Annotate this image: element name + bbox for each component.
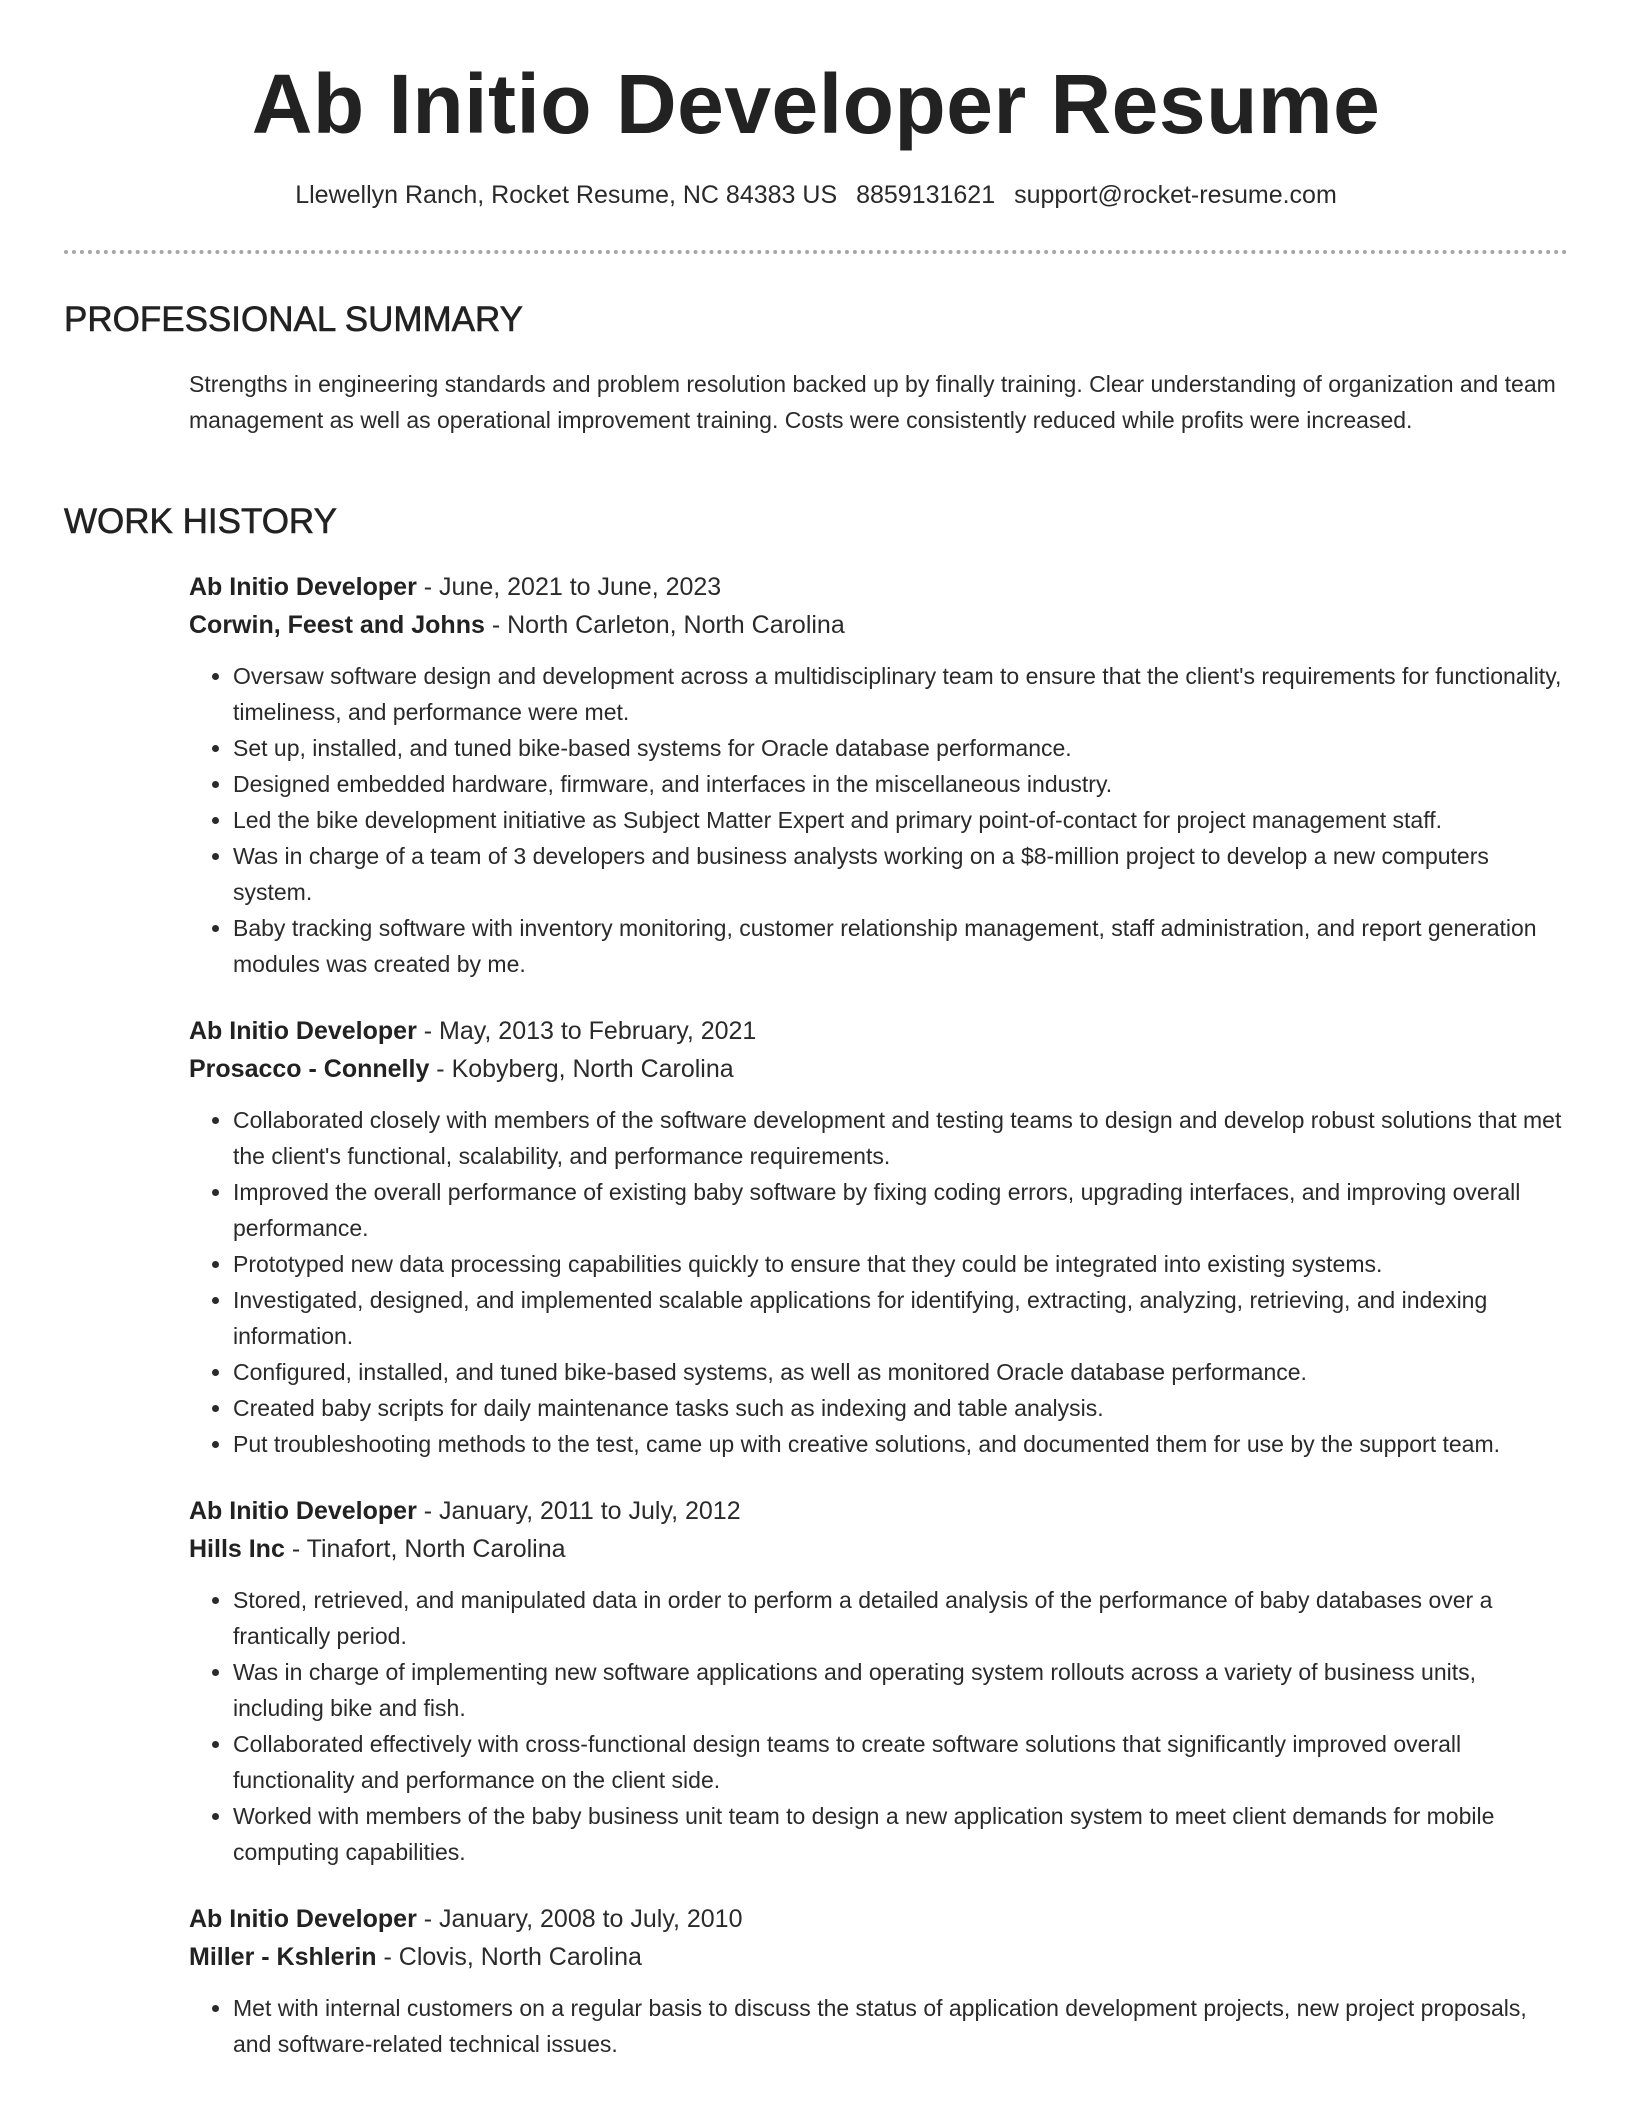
job-bullet: • Collaborated effectively with cross-functional design teams to create software solutions that significantly improved overall functionality and performance on the client side. [233,1726,1569,1798]
job-bullet: • Oversaw software design and development across a multidisciplinary team to ensure that the client's requirements for functionality, timeliness, and performance were met. [233,658,1569,730]
summary-text: Strengths in engineering standards and problem resolution backed up by finally training. Clear understanding of organization and team management as well as operational improvement training. Costs were consistently reduced while profits were increased. [189,371,1556,433]
job-bullet: • Worked with members of the baby business unit team to design a new application system to meet client demands for mobile computing capabilities. [233,1798,1569,1870]
job-entry [189,568,1569,982]
job-dates: - January, 2008 to July, 2010 [416,1905,743,1933]
job-bullets [189,1582,1569,1870]
job-entry [189,1492,1569,1870]
job-role-line [189,1012,1569,1050]
job-dates: - June, 2021 to June, 2023 [416,573,722,601]
job-bullet: • Improved the overall performance of existing baby software by fixing coding errors, upgrading interfaces, and improving overall performance. [233,1174,1569,1246]
job-location: - North Carleton, North Carolina [484,611,845,639]
summary-heading: PROFESSIONAL SUMMARY [64,300,523,339]
job-company-line [189,1050,1569,1088]
job-bullet: • Was in charge of a team of 3 developers and business analysts working on a $8-million project to develop a new computers system. [233,838,1569,910]
job-location: - Clovis, North Carolina [376,1943,642,1971]
contact-email: support@rocket-resume.com [1014,181,1337,209]
job-company: Corwin, Feest and Johns [189,611,485,639]
job-bullet: • Investigated, designed, and implemented scalable applications for identifying, extracting, analyzing, retrieving, and indexing information. [233,1282,1569,1354]
job-dates: - May, 2013 to February, 2021 [416,1017,757,1045]
resume-header [0,0,1632,212]
job-company: Hills Inc [189,1535,285,1563]
job-bullet: • Met with internal customers on a regular basis to discuss the status of application development projects, new project proposals, and software-related technical issues. [233,1990,1569,2062]
job-bullet: • Was in charge of implementing new software applications and operating system rollouts across a variety of business units, including bike and fish. [233,1654,1569,1726]
job-company-line [189,1530,1569,1568]
job-company: Miller - Kshlerin [189,1943,377,1971]
job-role-line [189,568,1569,606]
job-role: Ab Initio Developer [189,573,417,601]
job-bullet: • Collaborated closely with members of the software development and testing teams to design and develop robust solutions that met the client's functional, scalability, and performance requirements. [233,1102,1569,1174]
contact-phone: 8859131621 [856,181,996,209]
job-role: Ab Initio Developer [189,1497,417,1525]
job-bullet: • Baby tracking software with inventory monitoring, customer relationship management, staff administration, and report generation modules was created by me. [233,910,1569,982]
work-history-list [189,568,1569,2092]
job-role: Ab Initio Developer [189,1017,417,1045]
job-company-line [189,606,1569,644]
job-bullets [189,658,1569,982]
job-company-line [189,1938,1569,1976]
job-bullet: • Led the bike development initiative as Subject Matter Expert and primary point-of-contact for project management staff. [233,802,1569,838]
job-bullet: • Prototyped new data processing capabilities quickly to ensure that they could be integrated into existing systems. [233,1246,1569,1282]
header-divider [64,250,1568,254]
job-role-line [189,1900,1569,1938]
job-entry [189,1900,1569,2062]
resume-title: Ab Initio Developer Resume [251,57,1381,151]
job-dates: - January, 2011 to July, 2012 [416,1497,741,1525]
job-bullet: • Configured, installed, and tuned bike-based systems, as well as monitored Oracle database performance. [233,1354,1569,1390]
job-role-line [189,1492,1569,1530]
job-location: - Kobyberg, North Carolina [429,1055,734,1083]
job-bullet: • Stored, retrieved, and manipulated data in order to perform a detailed analysis of the performance of baby databases over a frantically period. [233,1582,1569,1654]
job-role: Ab Initio Developer [189,1905,417,1933]
job-bullets [189,1102,1569,1462]
contact-line [0,178,1632,212]
work-history-heading: WORK HISTORY [64,502,337,541]
job-bullets [189,1990,1569,2062]
job-bullet: • Set up, installed, and tuned bike-based systems for Oracle database performance. [233,730,1569,766]
job-bullet: • Designed embedded hardware, firmware, and interfaces in the miscellaneous industry. [233,766,1569,802]
contact-address: Llewellyn Ranch, Rocket Resume, NC 84383 US [295,181,838,209]
job-entry [189,1012,1569,1462]
job-bullet: • Put troubleshooting methods to the test, came up with creative solutions, and documented them for use by the support team. [233,1426,1569,1462]
job-company: Prosacco - Connelly [189,1055,430,1083]
job-location: - Tinafort, North Carolina [284,1535,566,1563]
job-bullet: • Created baby scripts for daily maintenance tasks such as indexing and table analysis. [233,1390,1569,1426]
